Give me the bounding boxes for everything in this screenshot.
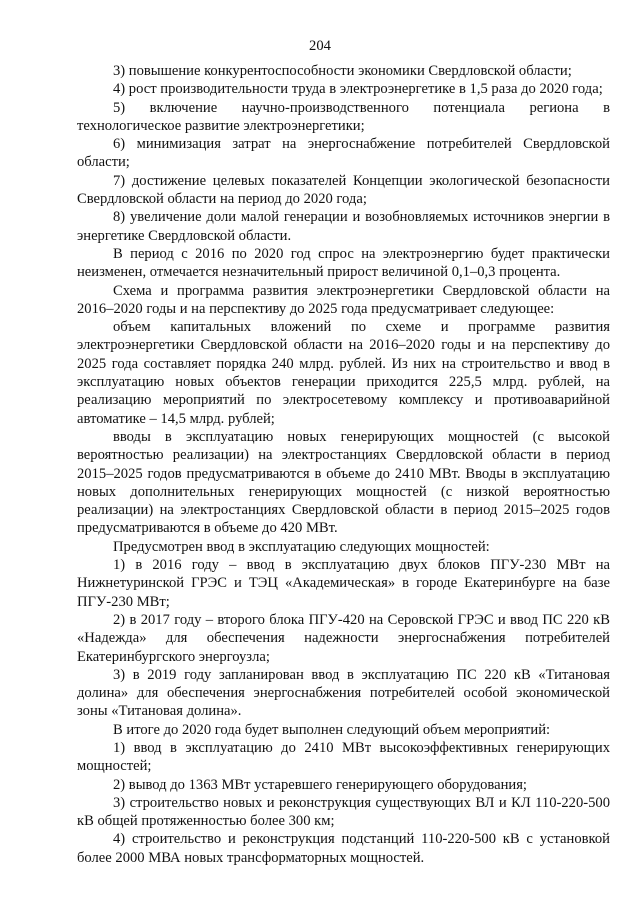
paragraph: Схема и программа развития электроэнергетики Свердловской области на 2016–2020 годы и на перспективу до 2025 года предусматривает следующее: <box>77 282 610 317</box>
paragraph: 7) достижение целевых показателей Концепции экологической безопасности Свердловской области на период до 2020 года; <box>77 172 610 208</box>
document-body <box>77 62 610 867</box>
paragraph: 3) в 2019 году запланирован ввод в эксплуатацию ПС 220 кВ «Титановая долина» для обеспечения энергоснабжения потребителей особой экономической зоны «Титановая долина». <box>77 666 610 720</box>
paragraph: 3) повышение конкурентоспособности экономики Свердловской области; <box>113 63 572 79</box>
paragraph: В итоге до 2020 года будет выполнен следующий объем мероприятий: <box>113 721 551 738</box>
paragraph: 2) вывод до 1363 МВт устаревшего генерирующего оборудования; <box>113 776 527 793</box>
paragraph: 6) минимизация затрат на энергоснабжение потребителей Свердловской области; <box>77 136 610 171</box>
paragraph: 4) строительство и реконструкция подстанций 110-220-500 кВ с установкой более 2000 МВА новых трансформаторных мощностей. <box>77 831 610 866</box>
paragraph: вводы в эксплуатацию новых генерирующих мощностей (с высокой вероятностью реализации) на электростанциях Свердловской области в период 2015–2025 годов предусматриваются в объеме до 2410 МВт. Вводы в эксплуатацию новых дополнительных генерирующих мощностей (с низкой вероятностью реализации) на электростанциях Свердловской области в период 2015–2025 годов предусматриваются в объеме до 420 МВт. <box>77 428 610 537</box>
paragraph: 1) в 2016 году – ввод в эксплуатацию двух блоков ПГУ-230 МВт на Нижнетуринской ГРЭС и ТЭЦ «Академическая» в городе Екатеринбурге на базе ПГУ-230 МВт; <box>77 557 610 610</box>
paragraph: 1) ввод в эксплуатацию до 2410 МВт высокоэффективных генерирующих мощностей; <box>77 739 610 775</box>
paragraph: 4) рост производительности труда в электроэнергетике в 1,5 раза до 2020 года; <box>113 81 603 98</box>
paragraph: 3) строительство новых и реконструкция существующих ВЛ и КЛ 110-220-500 кВ общей протяженностью более 300 км; <box>77 794 610 830</box>
page-number: 204 <box>309 38 331 54</box>
paragraph: объем капитальных вложений по схеме и программе развития электроэнергетики Свердловской области на 2016–2020 годы и на перспективу до 2025 года составляет порядка 240 млрд. рублей. Из них на строительство и ввод в эксплуатацию новых объектов генерации приходится 225,5 млрд. рублей, на реализацию мероприятий по электросетевому комплексу и противоаварийной автоматике – 14,5 млрд. рублей; <box>77 319 610 427</box>
paragraph: 2) в 2017 году – второго блока ПГУ-420 на Серовской ГРЭС и ввод ПС 220 кВ «Надежда» для обеспечения надежности энергоснабжения потребителей Екатеринбургского энергоузла; <box>77 611 610 665</box>
paragraph: 5) включение научно-производственного потенциала региона в технологическое развитие электроэнергетики; <box>77 99 610 134</box>
paragraph: Предусмотрен ввод в эксплуатацию следующих мощностей: <box>113 538 490 555</box>
paragraph: В период с 2016 по 2020 год спрос на электроэнергию будет практически неизменен, отмечается незначительный прирост величиной 0,1–0,3 процента. <box>77 245 610 281</box>
paragraph: 8) увеличение доли малой генерации и возобновляемых источников энергии в энергетике Свердловской области. <box>77 209 610 244</box>
